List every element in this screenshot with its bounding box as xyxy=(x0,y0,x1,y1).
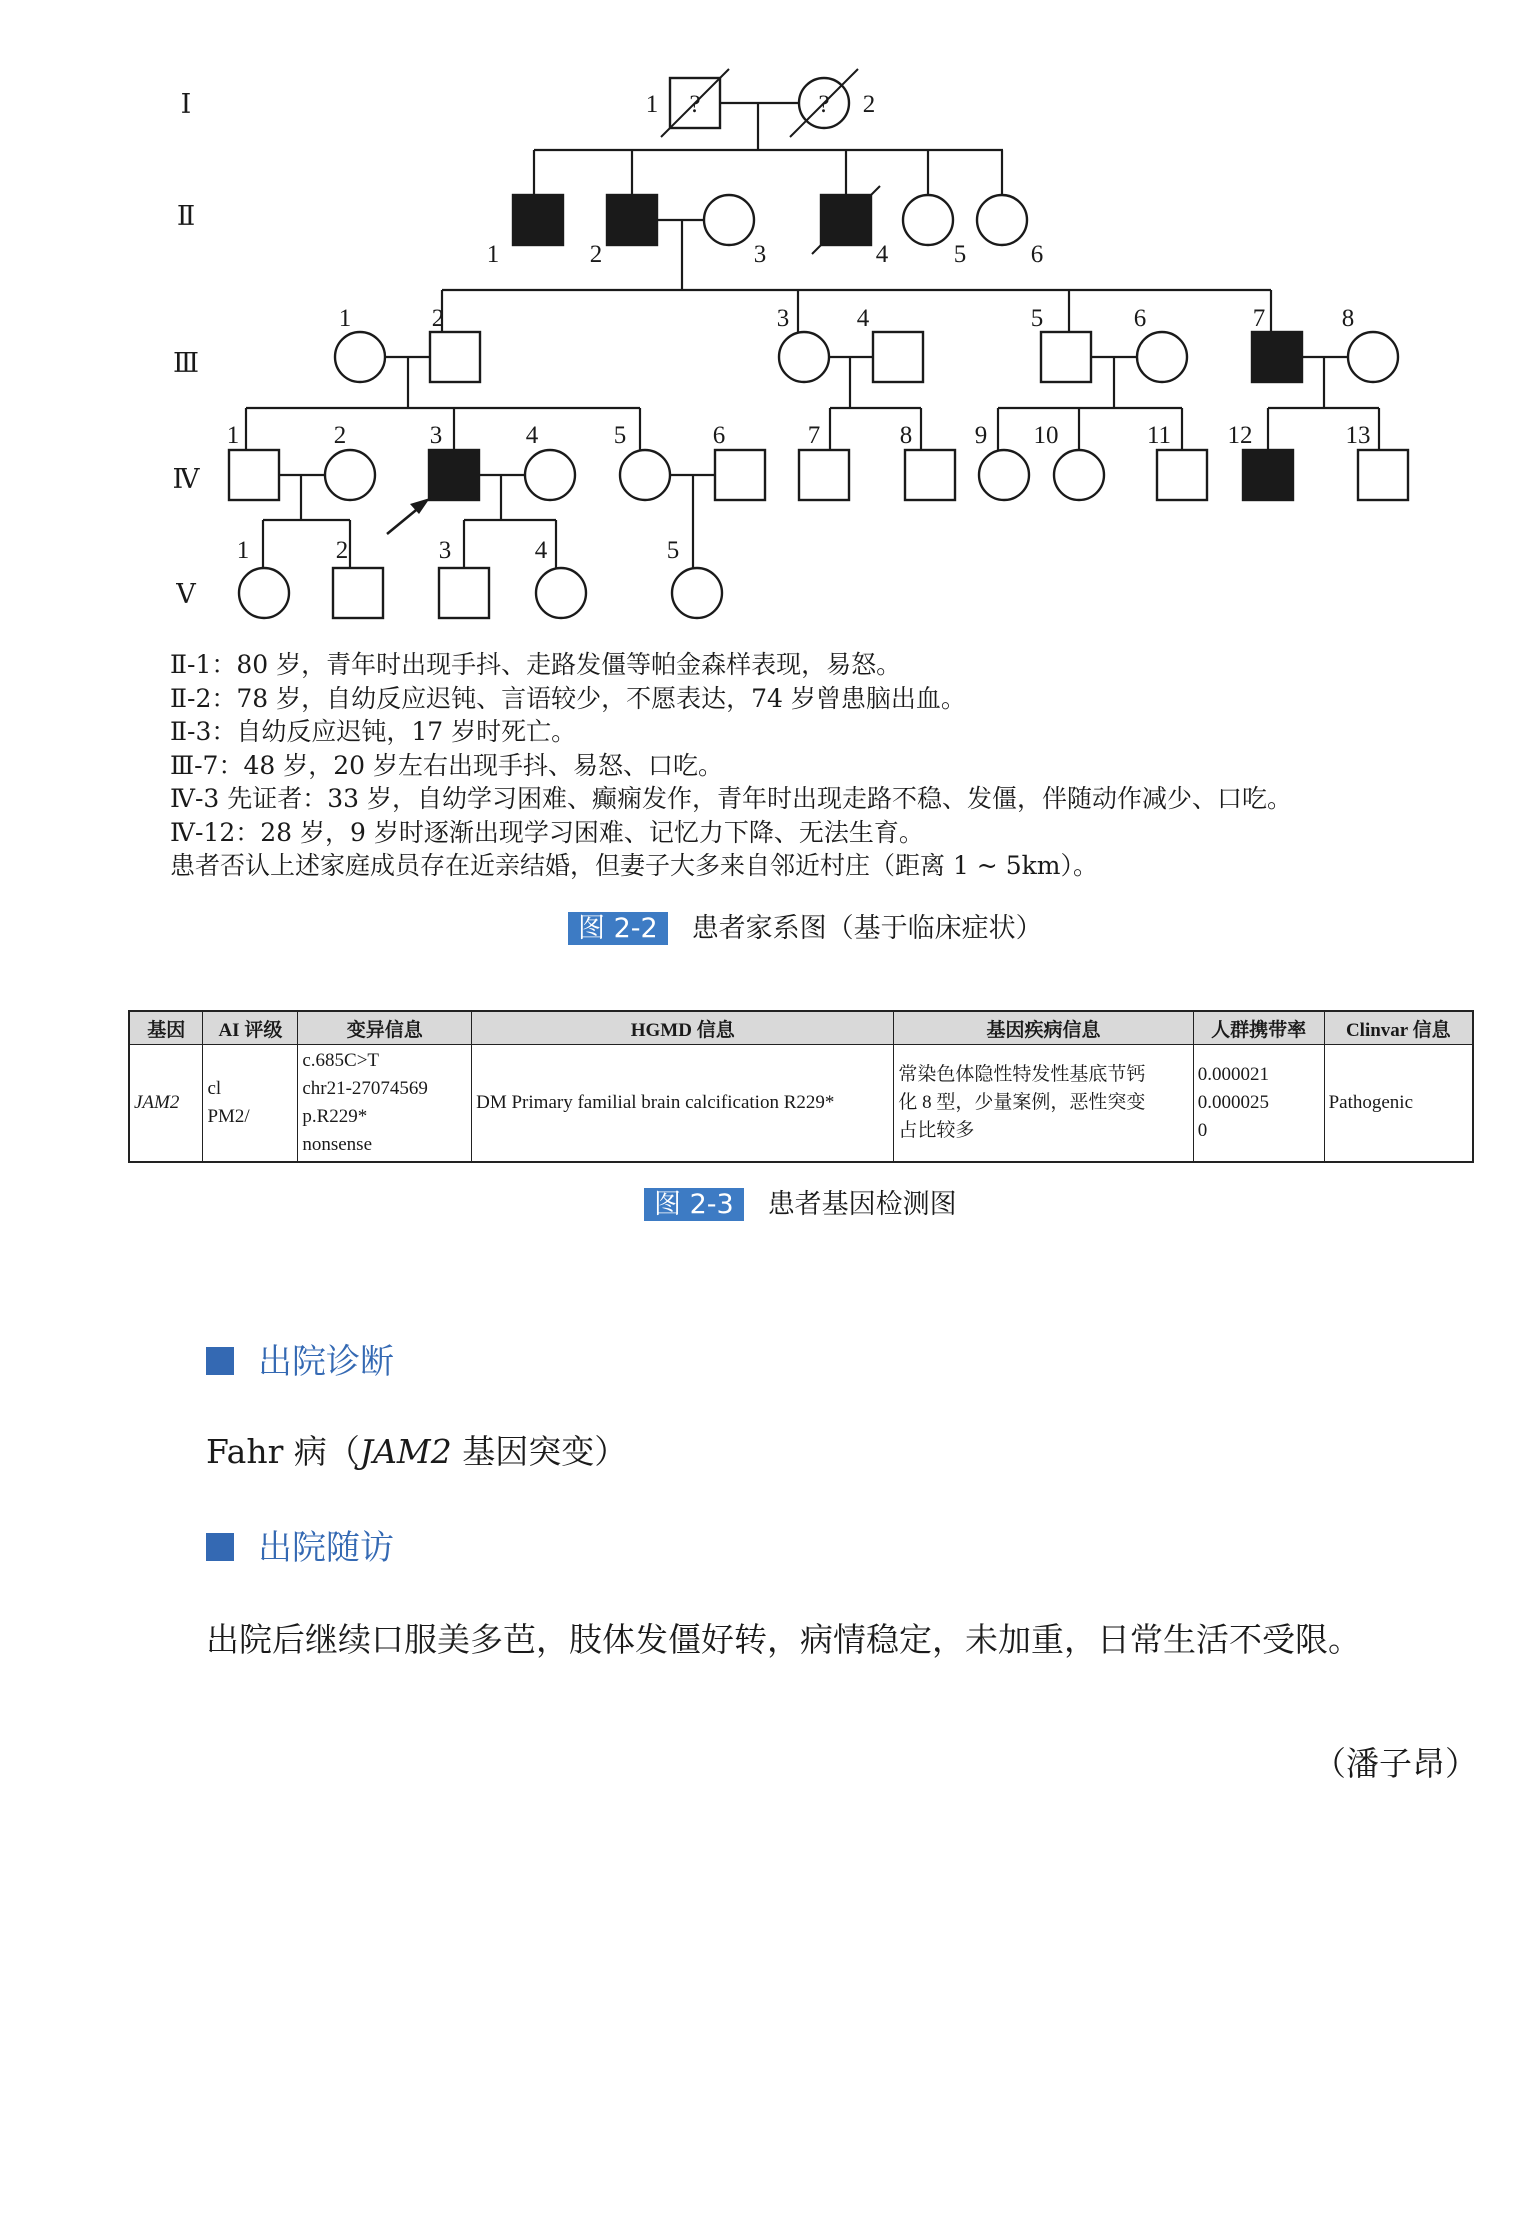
label-iii-6: 6 xyxy=(1133,305,1147,332)
label-iv-1: 1 xyxy=(226,422,240,449)
label-ii-2: 2 xyxy=(589,241,603,268)
cell-frequency xyxy=(1193,1045,1324,1163)
cell-hgmd: DM Primary familial brain calcification R229* xyxy=(472,1045,894,1163)
label-iii-4: 4 xyxy=(856,305,870,332)
label-iv-6: 6 xyxy=(712,422,726,449)
diagnosis-prefix: Fahr 病（ xyxy=(206,1432,360,1471)
label-iii-3: 3 xyxy=(776,305,790,332)
generation-label: Ⅰ xyxy=(180,89,192,119)
section-title: 出院随访 xyxy=(258,1528,394,1568)
cell-gene: JAM2 xyxy=(129,1045,203,1163)
header-gene: 基因 xyxy=(129,1011,203,1045)
label-iv-10: 10 xyxy=(1033,422,1059,449)
frequency-line: 0 xyxy=(1197,1120,1208,1141)
figure-number-badge: 图 2-2 xyxy=(568,912,668,945)
individual-iii-7-square xyxy=(1252,332,1302,382)
unknown-mark-i-2: ? xyxy=(818,91,830,118)
variant-line: nonsense xyxy=(302,1134,372,1155)
followup-text: 出院后继续口服美多芭，肢体发僵好转，病情稳定，未加重，日常生活不受限。 xyxy=(206,1620,1361,1659)
individual-v-5-circle xyxy=(672,568,722,618)
cell-clinvar: Pathogenic xyxy=(1324,1045,1473,1163)
individual-iv-7-square xyxy=(799,450,849,500)
figure-title: 患者家系图（基于临床症状） xyxy=(691,913,1043,944)
note-line: Ⅳ-3 先证者：33 岁，自幼学习困难、癫痫发作，青年时出现走路不稳、发僵，伴随动作减少、口吃。 xyxy=(170,784,1293,813)
diagnosis-suffix: 基因突变） xyxy=(451,1432,628,1471)
disease-line: 常染色体隐性特发性基底节钙 xyxy=(898,1064,1146,1085)
individual-v-1-circle xyxy=(239,568,289,618)
label-v-2: 2 xyxy=(335,537,349,564)
individual-iii-6-circle xyxy=(1137,332,1187,382)
individual-iii-4-square xyxy=(873,332,923,382)
individual-iii-3-circle xyxy=(779,332,829,382)
note-line: 患者否认上述家庭成员存在近亲结婚，但妻子大多来自邻近村庄（距离 1 ~ 5km）。 xyxy=(170,851,1098,880)
label-ii-4: 4 xyxy=(875,241,889,268)
label-iii-8: 8 xyxy=(1341,305,1355,332)
cell-ai-rating xyxy=(203,1045,298,1163)
diagnosis-text xyxy=(206,1426,627,1473)
label-iii-7: 7 xyxy=(1252,305,1266,332)
individual-iv-11-square xyxy=(1157,450,1207,500)
variant-line: c.685C>T xyxy=(302,1050,380,1071)
label-ii-5: 5 xyxy=(953,241,967,268)
figure-title: 患者基因检测图 xyxy=(767,1189,957,1220)
individual-ii-3-circle xyxy=(704,195,754,245)
diagnosis-gene: JAM2 xyxy=(359,1432,452,1471)
individual-iv-9-circle xyxy=(979,450,1029,500)
variant-line: p.R229* xyxy=(302,1106,368,1127)
label-ii-6: 6 xyxy=(1030,241,1044,268)
frequency-line: 0.000021 xyxy=(1197,1064,1269,1085)
generation-label: Ⅴ xyxy=(176,579,196,609)
individual-iii-5-square xyxy=(1041,332,1091,382)
label-iv-4: 4 xyxy=(525,422,539,449)
frequency-line: 0.000025 xyxy=(1197,1092,1269,1113)
note-line: Ⅳ-12：28 岁，9 岁时逐渐出现学习困难、记忆力下降、无法生育。 xyxy=(170,817,924,847)
individual-v-2-square xyxy=(333,568,383,618)
section-title: 出院诊断 xyxy=(258,1342,394,1382)
individual-iv-4-circle xyxy=(525,450,575,500)
section-discharge-followup xyxy=(206,1520,394,1569)
note-line: Ⅲ-7：48 岁，20 岁左右出现手抖、易怒、口吃。 xyxy=(170,750,723,780)
label-iii-5: 5 xyxy=(1030,305,1044,332)
note-line: Ⅱ-1：80 岁，青年时出现手抖、走路发僵等帕金森样表现，易怒。 xyxy=(170,650,902,679)
individual-iv-3-square xyxy=(429,450,479,500)
figure-number-badge: 图 2-3 xyxy=(644,1188,744,1221)
label-iv-11: 11 xyxy=(1146,422,1172,449)
header-ai-rating: AI 评级 xyxy=(203,1011,298,1045)
table-header-row xyxy=(129,1011,1473,1045)
label-iv-9: 9 xyxy=(974,422,988,449)
label-iv-13: 13 xyxy=(1345,422,1371,449)
ai-rating-line: cl xyxy=(207,1078,222,1099)
label-iv-2: 2 xyxy=(333,422,347,449)
figure-2-2-caption xyxy=(568,906,1043,945)
individual-ii-6-circle xyxy=(977,195,1027,245)
individual-ii-1-square xyxy=(513,195,563,245)
note-line: Ⅱ-2：78 岁，自幼反应迟钝、言语较少，不愿表达，74 岁曾患脑出血。 xyxy=(170,683,966,713)
label-iv-8: 8 xyxy=(899,422,913,449)
figure-2-3-caption xyxy=(644,1182,957,1221)
individual-v-4-circle xyxy=(536,568,586,618)
label-iv-3: 3 xyxy=(429,422,443,449)
variant-line: chr21-27074569 xyxy=(302,1078,428,1099)
section-discharge-diagnosis xyxy=(206,1334,394,1383)
individual-iv-2-circle xyxy=(325,450,375,500)
pedigree-chart xyxy=(0,0,1536,640)
individual-iv-10-circle xyxy=(1054,450,1104,500)
individual-iii-2-square xyxy=(430,332,480,382)
ai-rating-line: PM2/ xyxy=(207,1106,250,1127)
label-i-2: 2 xyxy=(862,91,876,118)
section-square-icon xyxy=(206,1347,234,1375)
author-name: （潘子昂） xyxy=(1313,1744,1478,1783)
individual-iv-5-circle xyxy=(620,450,670,500)
unknown-mark-i-1: ? xyxy=(689,91,701,118)
generation-label: Ⅳ xyxy=(172,464,200,494)
label-i-1: 1 xyxy=(645,91,659,118)
label-ii-1: 1 xyxy=(486,241,500,268)
individual-iv-1-square xyxy=(229,450,279,500)
header-clinvar: Clinvar 信息 xyxy=(1324,1011,1473,1045)
individual-ii-2-square xyxy=(607,195,657,245)
table-row xyxy=(129,1045,1473,1163)
note-line: Ⅱ-3：自幼反应迟钝，17 岁时死亡。 xyxy=(170,717,577,746)
disease-line: 占比较多 xyxy=(898,1120,975,1141)
label-v-4: 4 xyxy=(534,537,548,564)
individual-iii-8-circle xyxy=(1348,332,1398,382)
individual-iii-1-circle xyxy=(335,332,385,382)
label-v-1: 1 xyxy=(236,537,250,564)
generation-label: Ⅲ xyxy=(172,348,200,378)
label-iv-5: 5 xyxy=(613,422,627,449)
label-iv-7: 7 xyxy=(807,422,821,449)
individual-v-3-square xyxy=(439,568,489,618)
label-iv-12: 12 xyxy=(1227,422,1253,449)
label-ii-3: 3 xyxy=(753,241,767,268)
disease-line: 化 8 型，少量案例，恶性突变 xyxy=(898,1092,1146,1113)
cell-disease xyxy=(894,1045,1193,1163)
label-v-5: 5 xyxy=(666,537,680,564)
label-iii-1: 1 xyxy=(338,305,352,332)
section-square-icon xyxy=(206,1533,234,1561)
header-frequency: 人群携带率 xyxy=(1193,1011,1324,1045)
gene-test-table xyxy=(128,1010,1474,1163)
cell-variant xyxy=(298,1045,472,1163)
individual-iv-13-square xyxy=(1358,450,1408,500)
individual-iv-12-square xyxy=(1243,450,1293,500)
header-disease: 基因疾病信息 xyxy=(894,1011,1193,1045)
header-variant: 变异信息 xyxy=(298,1011,472,1045)
individual-iv-8-square xyxy=(905,450,955,500)
pedigree-notes xyxy=(170,648,1292,883)
individual-iv-6-square xyxy=(715,450,765,500)
individual-ii-5-circle xyxy=(903,195,953,245)
label-iii-2: 2 xyxy=(431,305,445,332)
label-v-3: 3 xyxy=(438,537,452,564)
header-hgmd: HGMD 信息 xyxy=(472,1011,894,1045)
generation-label: Ⅱ xyxy=(176,201,196,231)
